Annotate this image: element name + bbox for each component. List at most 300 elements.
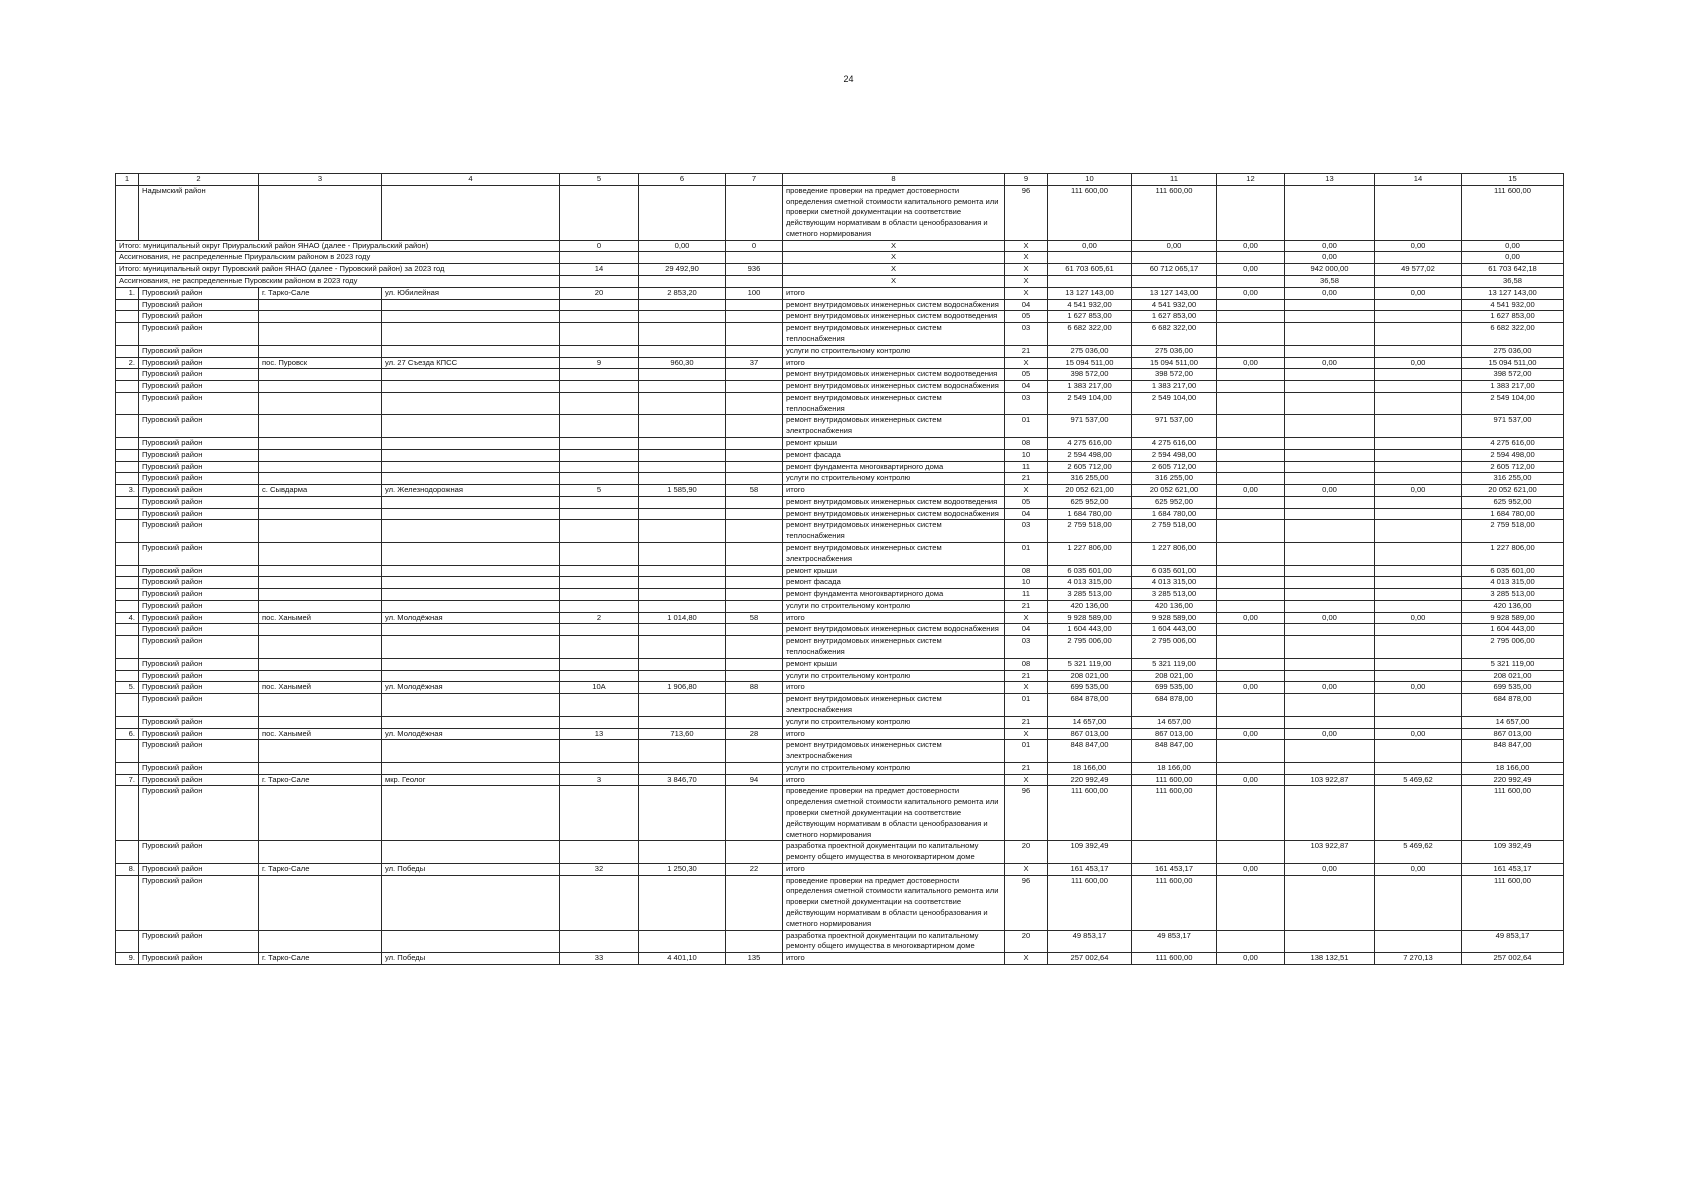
- work-type-cell: итого: [783, 953, 1005, 965]
- total-sum-cell: 1 227 806,00: [1462, 543, 1564, 566]
- area-cell: 3 846,70: [639, 774, 726, 786]
- local-budget-cell: [1285, 415, 1375, 438]
- house-number-cell: 20: [560, 287, 639, 299]
- local-budget-cell: [1285, 461, 1375, 473]
- house-number-cell: [560, 636, 639, 659]
- work-type-cell: ремонт внутридомовых инженерных систем водоснабжения: [783, 624, 1005, 636]
- work-code-cell: 11: [1005, 589, 1048, 601]
- residents-cell: [726, 600, 783, 612]
- total-sum-cell: 36,58: [1462, 276, 1564, 288]
- table-row: [116, 841, 1564, 864]
- row-number-cell: [116, 415, 139, 438]
- total-cost-cell: 6 035 601,00: [1048, 565, 1132, 577]
- owners-funds-cell: 0,00: [1375, 682, 1462, 694]
- street-cell: [382, 381, 560, 393]
- house-number-cell: 5: [560, 485, 639, 497]
- street-cell: [382, 670, 560, 682]
- settlement-cell: г. Тарко-Сале: [259, 953, 382, 965]
- row-number-cell: [116, 311, 139, 323]
- total-sum-cell: 867 013,00: [1462, 728, 1564, 740]
- row-number-cell: [116, 589, 139, 601]
- row-number-cell: [116, 694, 139, 717]
- fund-cost-cell: 9 928 589,00: [1132, 612, 1217, 624]
- work-type-cell: ремонт внутридомовых инженерных систем водоотведения: [783, 496, 1005, 508]
- residents-cell: [726, 930, 783, 953]
- table-row: [116, 461, 1564, 473]
- total-sum-cell: 0,00: [1462, 252, 1564, 264]
- total-sum-cell: 6 035 601,00: [1462, 565, 1564, 577]
- total-cost-cell: 699 535,00: [1048, 682, 1132, 694]
- fund-cost-cell: 161 453,17: [1132, 863, 1217, 875]
- local-budget-cell: [1285, 299, 1375, 311]
- work-code-cell: Х: [1005, 682, 1048, 694]
- total-sum-cell: 1 684 780,00: [1462, 508, 1564, 520]
- fund-cost-cell: 3 285 513,00: [1132, 589, 1217, 601]
- total-sum-cell: 220 992,49: [1462, 774, 1564, 786]
- residents-cell: [726, 299, 783, 311]
- budget-cost-cell: [1217, 694, 1285, 717]
- column-number-cell: 9: [1005, 174, 1048, 186]
- work-code-cell: 03: [1005, 323, 1048, 346]
- total-sum-cell: 1 383 217,00: [1462, 381, 1564, 393]
- budget-cost-cell: [1217, 437, 1285, 449]
- settlement-cell: [259, 786, 382, 841]
- house-number-cell: [560, 543, 639, 566]
- table-row: [116, 786, 1564, 841]
- owners-funds-cell: [1375, 449, 1462, 461]
- table-row: [116, 415, 1564, 438]
- owners-funds-cell: 5 469,62: [1375, 841, 1462, 864]
- total-cost-cell: 14 657,00: [1048, 716, 1132, 728]
- budget-cost-cell: [1217, 716, 1285, 728]
- municipality-cell: Пуровский район: [139, 682, 259, 694]
- municipality-cell: Пуровский район: [139, 728, 259, 740]
- work-code-cell: Х: [1005, 276, 1048, 288]
- street-cell: ул. Победы: [382, 863, 560, 875]
- owners-funds-cell: 0,00: [1375, 863, 1462, 875]
- house-number-cell: [560, 323, 639, 346]
- settlement-cell: пос. Пуровск: [259, 357, 382, 369]
- fund-cost-cell: 6 035 601,00: [1132, 565, 1217, 577]
- total-sum-cell: 15 094 511,00: [1462, 357, 1564, 369]
- summary-label-cell: Ассигнования, не распределенные Приуральским районом в 2023 году: [116, 252, 560, 264]
- street-cell: [382, 449, 560, 461]
- work-code-cell: 05: [1005, 369, 1048, 381]
- area-cell: [639, 392, 726, 415]
- residents-cell: [726, 392, 783, 415]
- row-number-cell: [116, 841, 139, 864]
- residents-cell: [726, 670, 783, 682]
- residents-cell: 88: [726, 682, 783, 694]
- municipality-cell: Пуровский район: [139, 740, 259, 763]
- budget-cost-cell: [1217, 381, 1285, 393]
- house-number-cell: [560, 716, 639, 728]
- table-row: [116, 728, 1564, 740]
- fund-cost-cell: 316 255,00: [1132, 473, 1217, 485]
- budget-cost-cell: [1217, 624, 1285, 636]
- house-number-cell: [560, 658, 639, 670]
- street-cell: [382, 323, 560, 346]
- street-cell: [382, 185, 560, 240]
- budget-cost-cell: [1217, 740, 1285, 763]
- work-type-cell: итого: [783, 287, 1005, 299]
- municipality-cell: Пуровский район: [139, 369, 259, 381]
- work-code-cell: 01: [1005, 543, 1048, 566]
- owners-funds-cell: [1375, 508, 1462, 520]
- fund-cost-cell: 2 549 104,00: [1132, 392, 1217, 415]
- house-number-cell: [560, 461, 639, 473]
- municipality-cell: Пуровский район: [139, 520, 259, 543]
- house-number-cell: [560, 311, 639, 323]
- total-sum-cell: 275 036,00: [1462, 345, 1564, 357]
- house-number-cell: [560, 565, 639, 577]
- area-cell: 4 401,10: [639, 953, 726, 965]
- residents-cell: [726, 473, 783, 485]
- column-number-cell: 2: [139, 174, 259, 186]
- fund-cost-cell: 398 572,00: [1132, 369, 1217, 381]
- work-type-cell: разработка проектной документации по капитальному ремонту общего имущества в многоквартирном доме: [783, 930, 1005, 953]
- table-row: [116, 357, 1564, 369]
- work-code-cell: 01: [1005, 415, 1048, 438]
- area-cell: [639, 345, 726, 357]
- house-number-cell: [560, 252, 639, 264]
- budget-cost-cell: [1217, 670, 1285, 682]
- table-row: [116, 863, 1564, 875]
- residents-cell: [726, 276, 783, 288]
- local-budget-cell: 0,00: [1285, 252, 1375, 264]
- local-budget-cell: [1285, 496, 1375, 508]
- residents-cell: [726, 740, 783, 763]
- table-row: [116, 345, 1564, 357]
- summary-label-cell: Итого: муниципальный округ Пуровский район ЯНАО (далее - Пуровский район) за 2023 год: [116, 264, 560, 276]
- total-cost-cell: 420 136,00: [1048, 600, 1132, 612]
- area-cell: [639, 185, 726, 240]
- area-cell: [639, 311, 726, 323]
- residents-cell: [726, 449, 783, 461]
- work-code-cell: 10: [1005, 449, 1048, 461]
- residents-cell: [726, 311, 783, 323]
- work-code-cell: 21: [1005, 762, 1048, 774]
- municipality-cell: Пуровский район: [139, 624, 259, 636]
- settlement-cell: г. Тарко-Сале: [259, 863, 382, 875]
- area-cell: [639, 323, 726, 346]
- work-type-cell: ремонт внутридомовых инженерных систем теплоснабжения: [783, 392, 1005, 415]
- table-row: [116, 299, 1564, 311]
- street-cell: [382, 930, 560, 953]
- municipality-cell: Пуровский район: [139, 323, 259, 346]
- work-type-cell: проведение проверки на предмет достоверности определения сметной стоимости капитального ремонта или проверки сметной документации на соответствие действующим нормативам в области ценообразования и сметного нормирования: [783, 875, 1005, 930]
- work-code-cell: 04: [1005, 381, 1048, 393]
- area-cell: [639, 624, 726, 636]
- street-cell: [382, 520, 560, 543]
- budget-cost-cell: [1217, 323, 1285, 346]
- total-sum-cell: 625 952,00: [1462, 496, 1564, 508]
- settlement-cell: [259, 496, 382, 508]
- table-row: [116, 774, 1564, 786]
- street-cell: ул. 27 Съезда КПСС: [382, 357, 560, 369]
- local-budget-cell: 103 922,87: [1285, 774, 1375, 786]
- total-cost-cell: 49 853,17: [1048, 930, 1132, 953]
- area-cell: [639, 740, 726, 763]
- area-cell: [639, 565, 726, 577]
- fund-cost-cell: 4 275 616,00: [1132, 437, 1217, 449]
- house-number-cell: [560, 508, 639, 520]
- column-number-cell: 6: [639, 174, 726, 186]
- local-budget-cell: [1285, 670, 1375, 682]
- budget-cost-cell: 0,00: [1217, 863, 1285, 875]
- work-type-cell: итого: [783, 682, 1005, 694]
- owners-funds-cell: [1375, 299, 1462, 311]
- column-number-cell: 4: [382, 174, 560, 186]
- summary-row: [116, 276, 1564, 288]
- residents-cell: 94: [726, 774, 783, 786]
- settlement-cell: [259, 461, 382, 473]
- work-code-cell: Х: [1005, 252, 1048, 264]
- table-row: [116, 508, 1564, 520]
- total-cost-cell: 316 255,00: [1048, 473, 1132, 485]
- budget-cost-cell: 0,00: [1217, 953, 1285, 965]
- work-code-cell: Х: [1005, 264, 1048, 276]
- row-number-cell: [116, 624, 139, 636]
- total-sum-cell: 9 928 589,00: [1462, 612, 1564, 624]
- residents-cell: [726, 520, 783, 543]
- total-sum-cell: 684 878,00: [1462, 694, 1564, 717]
- work-type-cell: ремонт фасада: [783, 449, 1005, 461]
- work-code-cell: Х: [1005, 774, 1048, 786]
- local-budget-cell: 0,00: [1285, 240, 1375, 252]
- table-row: [116, 740, 1564, 763]
- budget-cost-cell: 0,00: [1217, 682, 1285, 694]
- residents-cell: [726, 694, 783, 717]
- total-cost-cell: 2 594 498,00: [1048, 449, 1132, 461]
- work-type-cell: услуги по строительному контролю: [783, 345, 1005, 357]
- fund-cost-cell: 2 605 712,00: [1132, 461, 1217, 473]
- table-row: [116, 520, 1564, 543]
- work-code-cell: 20: [1005, 841, 1048, 864]
- owners-funds-cell: [1375, 311, 1462, 323]
- work-type-cell: ремонт внутридомовых инженерных систем теплоснабжения: [783, 323, 1005, 346]
- municipality-cell: Пуровский район: [139, 875, 259, 930]
- residents-cell: [726, 252, 783, 264]
- street-cell: [382, 508, 560, 520]
- column-number-cell: 13: [1285, 174, 1375, 186]
- total-sum-cell: 848 847,00: [1462, 740, 1564, 763]
- total-sum-cell: 4 541 932,00: [1462, 299, 1564, 311]
- fund-cost-cell: 1 627 853,00: [1132, 311, 1217, 323]
- house-number-cell: 14: [560, 264, 639, 276]
- settlement-cell: [259, 185, 382, 240]
- fund-cost-cell: 0,00: [1132, 240, 1217, 252]
- table-row: [116, 600, 1564, 612]
- fund-cost-cell: 2 594 498,00: [1132, 449, 1217, 461]
- fund-cost-cell: 848 847,00: [1132, 740, 1217, 763]
- residents-cell: [726, 323, 783, 346]
- house-number-cell: [560, 369, 639, 381]
- total-sum-cell: 398 572,00: [1462, 369, 1564, 381]
- page-number: 24: [843, 74, 854, 84]
- total-cost-cell: 15 094 511,00: [1048, 357, 1132, 369]
- fund-cost-cell: 111 600,00: [1132, 185, 1217, 240]
- municipality-cell: Пуровский район: [139, 577, 259, 589]
- budget-cost-cell: 0,00: [1217, 287, 1285, 299]
- local-budget-cell: 0,00: [1285, 357, 1375, 369]
- work-type-cell: Х: [783, 240, 1005, 252]
- work-code-cell: 21: [1005, 473, 1048, 485]
- fund-cost-cell: 13 127 143,00: [1132, 287, 1217, 299]
- street-cell: [382, 461, 560, 473]
- budget-table: [115, 173, 1564, 965]
- owners-funds-cell: [1375, 473, 1462, 485]
- residents-cell: [726, 565, 783, 577]
- house-number-cell: [560, 624, 639, 636]
- area-cell: [639, 577, 726, 589]
- local-budget-cell: [1285, 624, 1375, 636]
- row-number-cell: 8.: [116, 863, 139, 875]
- fund-cost-cell: 4 541 932,00: [1132, 299, 1217, 311]
- budget-cost-cell: [1217, 520, 1285, 543]
- fund-cost-cell: [1132, 841, 1217, 864]
- house-number-cell: [560, 449, 639, 461]
- fund-cost-cell: 275 036,00: [1132, 345, 1217, 357]
- summary-row: [116, 252, 1564, 264]
- settlement-cell: [259, 636, 382, 659]
- budget-cost-cell: [1217, 461, 1285, 473]
- owners-funds-cell: [1375, 345, 1462, 357]
- area-cell: [639, 473, 726, 485]
- work-code-cell: 04: [1005, 624, 1048, 636]
- work-code-cell: Х: [1005, 863, 1048, 875]
- row-number-cell: 1.: [116, 287, 139, 299]
- owners-funds-cell: [1375, 392, 1462, 415]
- budget-cost-cell: 0,00: [1217, 774, 1285, 786]
- work-code-cell: 05: [1005, 496, 1048, 508]
- total-cost-cell: 257 002,64: [1048, 953, 1132, 965]
- total-sum-cell: 13 127 143,00: [1462, 287, 1564, 299]
- total-sum-cell: 109 392,49: [1462, 841, 1564, 864]
- work-code-cell: 21: [1005, 716, 1048, 728]
- area-cell: [639, 520, 726, 543]
- work-code-cell: Х: [1005, 612, 1048, 624]
- owners-funds-cell: [1375, 762, 1462, 774]
- row-number-cell: [116, 786, 139, 841]
- work-code-cell: 01: [1005, 740, 1048, 763]
- settlement-cell: пос. Ханымей: [259, 612, 382, 624]
- street-cell: [382, 369, 560, 381]
- fund-cost-cell: 625 952,00: [1132, 496, 1217, 508]
- residents-cell: [726, 636, 783, 659]
- street-cell: ул. Железнодорожная: [382, 485, 560, 497]
- table-row: [116, 875, 1564, 930]
- house-number-cell: [560, 381, 639, 393]
- residents-cell: [726, 508, 783, 520]
- table-row: [116, 381, 1564, 393]
- municipality-cell: Пуровский район: [139, 381, 259, 393]
- work-code-cell: 96: [1005, 786, 1048, 841]
- owners-funds-cell: 5 469,62: [1375, 774, 1462, 786]
- street-cell: [382, 589, 560, 601]
- row-number-cell: [116, 716, 139, 728]
- house-number-cell: [560, 473, 639, 485]
- work-code-cell: 03: [1005, 392, 1048, 415]
- residents-cell: 936: [726, 264, 783, 276]
- local-budget-cell: [1285, 508, 1375, 520]
- residents-cell: [726, 345, 783, 357]
- table-row: [116, 694, 1564, 717]
- residents-cell: [726, 369, 783, 381]
- work-type-cell: ремонт внутридомовых инженерных систем электроснабжения: [783, 740, 1005, 763]
- work-type-cell: услуги по строительному контролю: [783, 762, 1005, 774]
- settlement-cell: [259, 670, 382, 682]
- column-number-cell: 8: [783, 174, 1005, 186]
- local-budget-cell: [1285, 345, 1375, 357]
- residents-cell: [726, 716, 783, 728]
- fund-cost-cell: 1 227 806,00: [1132, 543, 1217, 566]
- summary-row: [116, 264, 1564, 276]
- row-number-cell: 7.: [116, 774, 139, 786]
- column-number-cell: 12: [1217, 174, 1285, 186]
- work-type-cell: услуги по строительному контролю: [783, 473, 1005, 485]
- municipality-cell: Пуровский район: [139, 600, 259, 612]
- house-number-cell: [560, 740, 639, 763]
- residents-cell: 100: [726, 287, 783, 299]
- street-cell: мкр. Геолог: [382, 774, 560, 786]
- owners-funds-cell: 0,00: [1375, 485, 1462, 497]
- settlement-cell: [259, 345, 382, 357]
- budget-cost-cell: 0,00: [1217, 264, 1285, 276]
- total-cost-cell: 161 453,17: [1048, 863, 1132, 875]
- settlement-cell: [259, 437, 382, 449]
- total-sum-cell: 111 600,00: [1462, 875, 1564, 930]
- total-sum-cell: 2 549 104,00: [1462, 392, 1564, 415]
- column-number-cell: 14: [1375, 174, 1462, 186]
- street-cell: [382, 577, 560, 589]
- house-number-cell: [560, 392, 639, 415]
- street-cell: [382, 565, 560, 577]
- fund-cost-cell: 1 383 217,00: [1132, 381, 1217, 393]
- work-type-cell: разработка проектной документации по капитальному ремонту общего имущества в многоквартирном доме: [783, 841, 1005, 864]
- owners-funds-cell: [1375, 716, 1462, 728]
- work-type-cell: услуги по строительному контролю: [783, 716, 1005, 728]
- total-cost-cell: 111 600,00: [1048, 875, 1132, 930]
- total-cost-cell: 1 684 780,00: [1048, 508, 1132, 520]
- municipality-cell: Пуровский район: [139, 565, 259, 577]
- fund-cost-cell: 1 604 443,00: [1132, 624, 1217, 636]
- budget-cost-cell: [1217, 600, 1285, 612]
- total-sum-cell: 2 605 712,00: [1462, 461, 1564, 473]
- street-cell: [382, 600, 560, 612]
- street-cell: [382, 473, 560, 485]
- work-type-cell: ремонт внутридомовых инженерных систем водоотведения: [783, 311, 1005, 323]
- work-code-cell: 03: [1005, 520, 1048, 543]
- row-number-cell: 5.: [116, 682, 139, 694]
- column-number-cell: 5: [560, 174, 639, 186]
- settlement-cell: [259, 589, 382, 601]
- local-budget-cell: [1285, 658, 1375, 670]
- fund-cost-cell: 2 795 006,00: [1132, 636, 1217, 659]
- total-sum-cell: 1 604 443,00: [1462, 624, 1564, 636]
- house-number-cell: 0: [560, 240, 639, 252]
- work-type-cell: итого: [783, 357, 1005, 369]
- work-type-cell: ремонт внутридомовых инженерных систем водоснабжения: [783, 508, 1005, 520]
- table-row: [116, 624, 1564, 636]
- local-budget-cell: [1285, 716, 1375, 728]
- area-cell: [639, 508, 726, 520]
- municipality-cell: Пуровский район: [139, 496, 259, 508]
- owners-funds-cell: [1375, 786, 1462, 841]
- budget-cost-cell: [1217, 565, 1285, 577]
- owners-funds-cell: [1375, 520, 1462, 543]
- owners-funds-cell: [1375, 624, 1462, 636]
